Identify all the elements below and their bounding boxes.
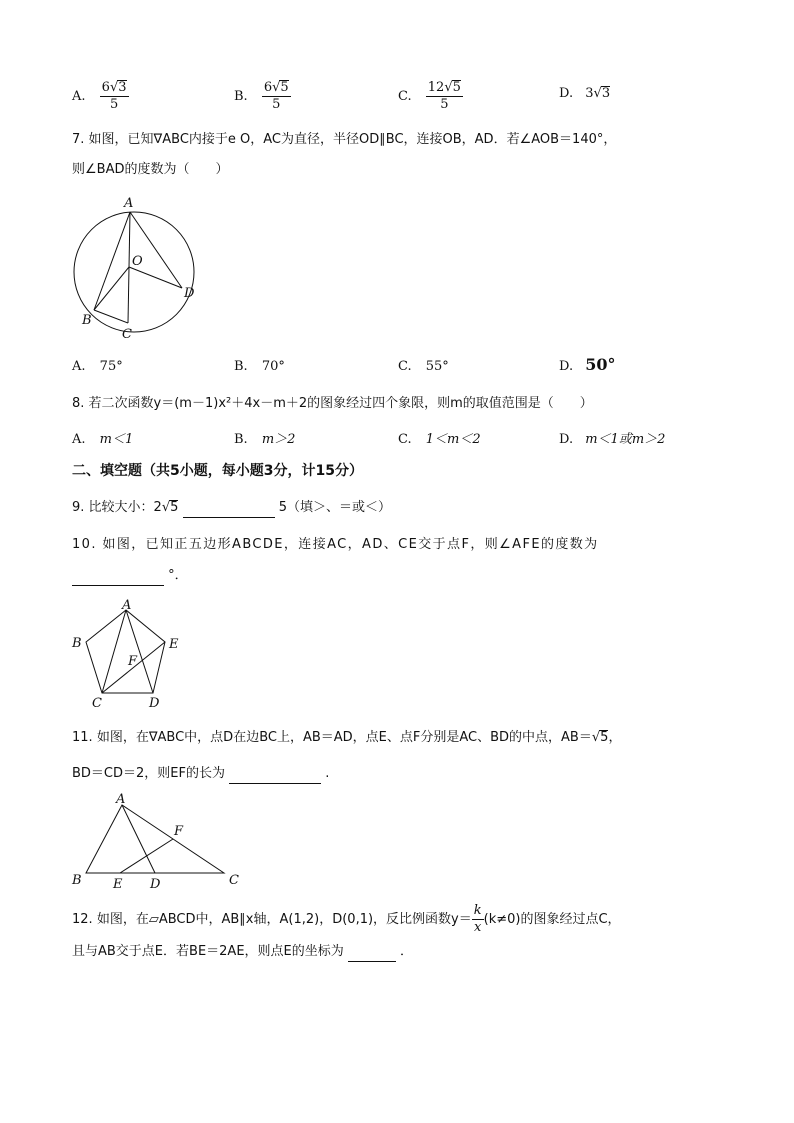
answer-blank[interactable] xyxy=(229,783,321,784)
point-label-a: A xyxy=(122,598,132,613)
question-text: (k≠0)的图象经过点C， xyxy=(483,912,621,927)
question-text: 如图，已知∇ABC内接于e O，AC为直径，半径OD∥BC，连接OB，AD．若∠AOB＝140°， xyxy=(88,132,617,147)
q8-option-d xyxy=(559,430,665,450)
q6-option-c xyxy=(398,80,463,113)
circle-o xyxy=(74,212,194,332)
option-label: D. xyxy=(559,359,574,374)
point-label-f: F xyxy=(174,824,184,839)
q7-option-a xyxy=(72,357,123,377)
question-text: BD＝CD＝2，则EF的长为 xyxy=(72,766,225,781)
option-value: 50° xyxy=(585,355,616,374)
question-text: 5（填＞、＝或＜） xyxy=(278,500,391,515)
denominator: 5 xyxy=(272,97,281,112)
question-number: 7. xyxy=(72,132,85,147)
point-label-c: C xyxy=(92,696,102,711)
question-text: ． xyxy=(400,944,414,959)
option-label: D. xyxy=(559,432,574,447)
num-coef: 6 xyxy=(263,80,273,95)
segment-od xyxy=(129,267,182,288)
question-text: 如图，已知正五边形ABCDE，连接AC，AD、CE交于点F，则∠AFE的度数为 xyxy=(102,537,599,552)
answer-blank[interactable] xyxy=(348,961,396,962)
q11-triangle-figure xyxy=(66,787,256,892)
point-label-o: O xyxy=(132,254,143,269)
q12-stem-line2 xyxy=(72,942,413,962)
option-label: C. xyxy=(398,359,412,374)
option-label: B. xyxy=(234,359,248,374)
segment-ab xyxy=(94,212,130,310)
section-title: 二、填空题（共5小题，每小题3分，计15分） xyxy=(72,463,363,479)
question-text: 如图，在▱ABCD中，AB∥x轴，A(1,2)，D(0,1)，反比例函数y＝ xyxy=(96,912,472,927)
option-value: m＞2 xyxy=(261,432,296,447)
option-value: m＜1 xyxy=(99,432,134,447)
option-label: C. xyxy=(398,89,412,104)
radicand: 3 xyxy=(601,86,611,101)
point-label-b: B xyxy=(72,636,82,651)
q10-stem-line2 xyxy=(72,566,188,586)
q7-option-c xyxy=(398,357,449,377)
point-label-d: D xyxy=(149,696,160,711)
radicand: 5 xyxy=(170,500,179,515)
question-text: . xyxy=(325,766,330,781)
option-value: 75° xyxy=(99,359,123,374)
point-label-d: D xyxy=(150,877,161,892)
question-text: 若二次函数y＝(m－1)x²＋4x－m＋2的图象经过四个象限，则m的取值范围是（ ） xyxy=(88,396,593,411)
point-label-d: D xyxy=(184,286,195,301)
point-label-a: A xyxy=(116,792,126,807)
question-number: 8. xyxy=(72,396,85,411)
option-value: m＜1或m＞2 xyxy=(585,432,666,447)
answer-blank[interactable] xyxy=(183,517,275,518)
segment-ef xyxy=(120,839,173,873)
num-coef: 6 xyxy=(101,80,110,95)
q8-option-c xyxy=(398,430,481,450)
q7-stem-line2 xyxy=(72,160,228,180)
radicand: 5 xyxy=(600,730,609,745)
radicand: 5 xyxy=(280,80,289,95)
answer-blank[interactable] xyxy=(72,585,164,586)
fraction: $\frac{6√5}{5}$ xyxy=(263,80,289,112)
q6-option-d: D. 3√3 xyxy=(559,86,611,101)
segment-ad xyxy=(126,610,153,693)
point-label-b: B xyxy=(82,313,92,328)
question-number: 11. xyxy=(72,730,93,745)
q6-option-b xyxy=(234,80,291,113)
q8-option-b xyxy=(234,430,295,450)
question-text: 比较大小：2 xyxy=(88,500,162,515)
question-number: 12. xyxy=(72,912,93,927)
option-label: A. xyxy=(72,89,86,104)
segment-ad xyxy=(122,805,155,873)
fraction xyxy=(472,903,484,936)
question-text: 如图，在∇ABC中，点D在边BC上，AB＝AD，点E、点F分别是AC、BD的中点，AB＝ xyxy=(96,730,592,745)
q9-stem: 9. 比较大小：2√5 5（填＞、＝或＜） xyxy=(72,498,391,518)
q6-option-a xyxy=(72,80,129,113)
q7-option-d xyxy=(559,355,616,377)
question-text: 则∠BAD的度数为（ ） xyxy=(72,162,229,177)
q7-option-b xyxy=(234,357,285,377)
point-label-f: F xyxy=(128,654,138,669)
q8-stem xyxy=(72,394,593,414)
segment-ob xyxy=(94,267,129,310)
point-label-c: C xyxy=(122,327,132,342)
q10-pentagon-figure xyxy=(68,597,188,712)
option-label: D. xyxy=(559,86,574,101)
option-label: B. xyxy=(234,432,248,447)
option-value: 70° xyxy=(261,359,285,374)
q11-stem-line1: 11. 如图，在∇ABC中，点D在边BC上，AB＝AD，点E、点F分别是AC、BD的中点，AB＝√5， xyxy=(72,730,622,745)
question-number: 10. xyxy=(72,537,97,552)
q7-circle-figure xyxy=(62,190,212,345)
triangle-abc xyxy=(86,805,224,873)
question-number: 9. xyxy=(72,500,85,515)
point-label-b: B xyxy=(72,873,82,888)
q10-stem-line1 xyxy=(72,535,599,555)
question-text: °． xyxy=(168,568,188,583)
option-label: A. xyxy=(72,432,86,447)
option-label: A. xyxy=(72,359,86,374)
option-value: 55° xyxy=(425,359,449,374)
option-value: 1＜m＜2 xyxy=(425,432,481,447)
point-label-c: C xyxy=(229,873,239,888)
coef: 3 xyxy=(585,86,594,101)
denominator: 5 xyxy=(440,97,449,112)
option-label: B. xyxy=(234,89,248,104)
denominator: 5 xyxy=(109,97,119,112)
point-label-e: E xyxy=(169,637,179,652)
option-label: C. xyxy=(398,432,412,447)
fraction: $\frac{6√3}{5}$ xyxy=(101,80,127,112)
point-label-e: E xyxy=(113,877,123,892)
q11-stem-line2 xyxy=(72,764,329,784)
point-label-a: A xyxy=(124,196,134,211)
q8-option-a xyxy=(72,430,133,450)
q7-stem-line1 xyxy=(72,130,616,150)
num-coef: 12 xyxy=(427,80,445,95)
q12-stem-line1 xyxy=(72,903,621,936)
radicand: 5 xyxy=(452,80,461,95)
question-text: 且与AB交于点E．若BE＝2AE，则点E的坐标为 xyxy=(72,944,344,959)
segment-ad xyxy=(130,212,182,288)
segment-ac xyxy=(102,610,126,693)
fraction: $\frac{12√5}{5}$ xyxy=(427,80,461,112)
radicand: 3 xyxy=(118,80,127,95)
denominator: x xyxy=(474,920,482,935)
question-text: ， xyxy=(608,730,622,745)
numerator: k xyxy=(473,903,482,918)
